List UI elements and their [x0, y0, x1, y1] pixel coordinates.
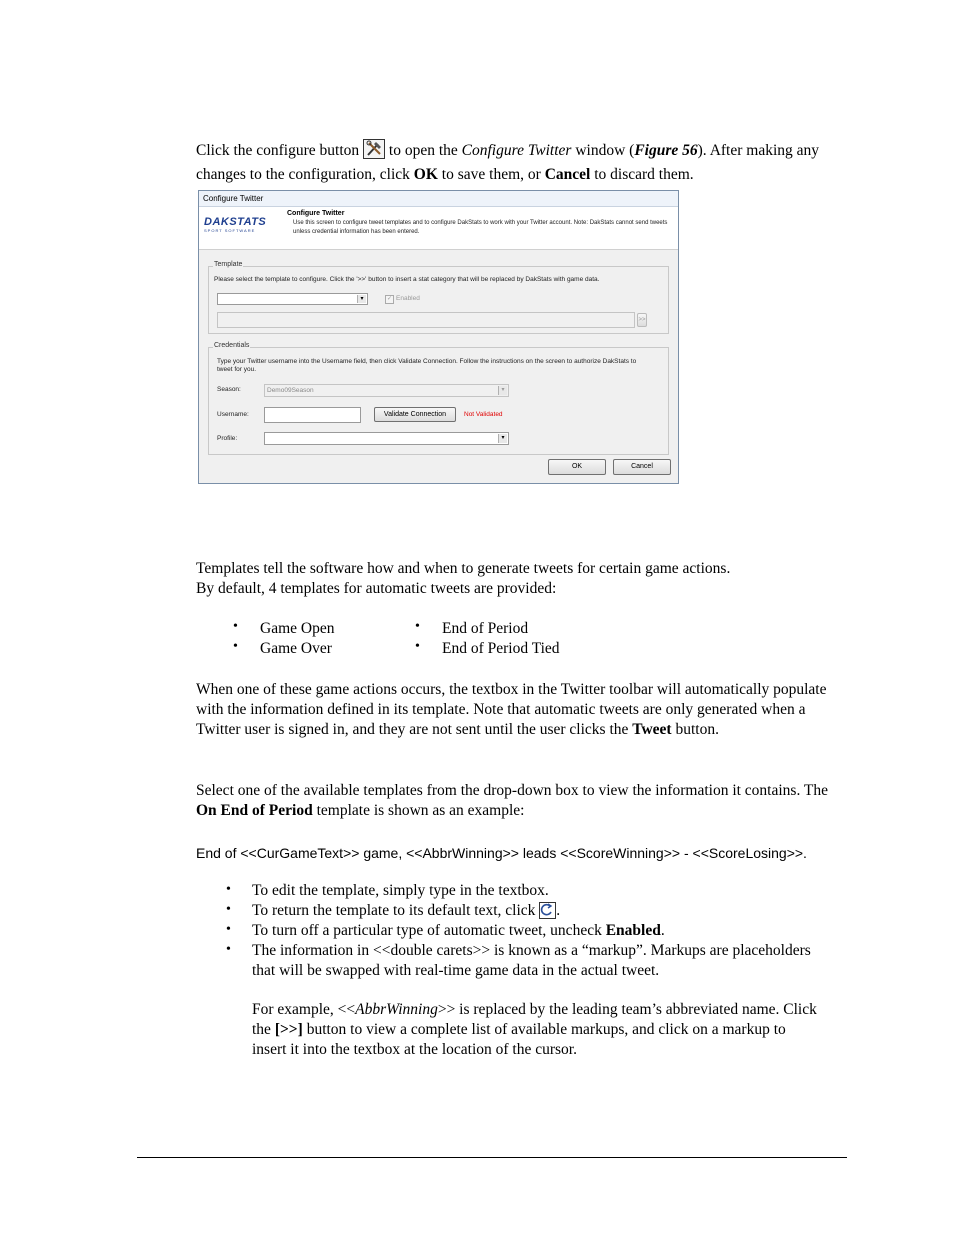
validate-connection-button[interactable]: Validate Connection: [374, 407, 456, 422]
enabled-checkbox[interactable]: ✓: [386, 296, 393, 302]
validation-status: Not Validated: [464, 411, 503, 418]
list-item: End of Period Tied: [442, 640, 560, 657]
intro-text: Click the configure button: [196, 142, 360, 159]
intro-paragraph: Click the configure button to open the Configure Twitter window (Figure 56). After making any changes to the configuration, click OK to save them, or Cancel to discard them.: [196, 139, 846, 185]
configure-tools-icon: [363, 139, 385, 165]
chevron-down-icon: ▾: [357, 295, 366, 303]
list-item: To return the template to its default text, click .: [252, 901, 847, 925]
enabled-label: Enabled: [396, 295, 420, 302]
profile-dropdown[interactable]: [264, 432, 509, 445]
bullet: •: [233, 619, 238, 634]
figure-ref: Figure 56: [634, 142, 698, 159]
bullet: •: [226, 942, 231, 957]
insert-markup-button[interactable]: >>: [637, 313, 647, 327]
list-item: Game Over: [260, 640, 332, 657]
list-item: To edit the template, simply type in the textbox.: [252, 882, 549, 899]
bullet: •: [415, 639, 420, 654]
profile-label: Profile:: [217, 435, 238, 442]
select-template-paragraph: Select one of the available templates from the drop-down box to view the information it contains. The On End of Period template is shown as an example:: [196, 782, 829, 819]
chevron-down-icon: ▾: [498, 434, 507, 443]
bullet: •: [233, 639, 238, 654]
ok-button[interactable]: OK: [548, 459, 606, 475]
configure-twitter-dialog: [198, 190, 679, 484]
dialog-header: [199, 207, 678, 250]
season-label: Season:: [217, 386, 241, 393]
list-item: To turn off a particular type of automatic tweet, uncheck Enabled.: [252, 922, 665, 939]
credentials-group: Credentials Type your Twitter username into the Username field, then click Validate Connection. Follow the instructions on the screen to authorize DakStats to tweet for you. Season: Demo09Season ▾ Username: Validate Connection Not Validated Profile: ▾: [208, 347, 669, 455]
dialog-description: Use this screen to configure tweet templates and to configure DakStats to work with your Twitter account. Note: DakStats cannot send tweets unless credential information has been entered.: [293, 220, 668, 235]
dakstats-logo: DAKSTATS SPORT SOFTWARE: [204, 216, 267, 233]
template-instructions: Please select the template to configure. Click the '>>' button to insert a stat category that will be replaced by DakStats with game data.: [214, 276, 600, 283]
template-group: Template Please select the template to configure. Click the '>>' button to insert a stat category that will be replaced by DakStats with game data. ▾ ✓ Enabled >>: [208, 266, 669, 334]
templates-paragraph: Templates tell the software how and when to generate tweets for certain game actions. By default, 4 templates for automatic tweets are provided:: [196, 560, 731, 597]
season-dropdown[interactable]: Demo09Season ▾: [264, 384, 509, 397]
dialog-heading: Configure Twitter: [287, 210, 345, 217]
template-dropdown[interactable]: [217, 293, 368, 305]
bullet: •: [226, 882, 231, 897]
bullet: •: [226, 922, 231, 937]
list-item: End of Period: [442, 620, 529, 637]
automatic-tweets-paragraph: When one of these game actions occurs, the textbox in the Twitter toolbar will automatically populate with the information defined in its template. Note that automatic tweets are only generated when a Twitter user is signed in, and they are not sent until the user clicks the Tweet button.: [196, 681, 827, 738]
cancel-button[interactable]: Cancel: [613, 459, 671, 475]
footer-divider: [137, 1157, 847, 1158]
chevron-down-icon: ▾: [498, 386, 507, 395]
dialog-title-bar: Configure Twitter: [199, 191, 678, 207]
username-input[interactable]: [264, 407, 361, 423]
template-textbox[interactable]: [217, 312, 635, 328]
username-label: Username:: [217, 411, 249, 418]
credentials-instructions: Type your Twitter username into the Username field, then click Validate Connection. Follow the instructions on the screen to authorize DakStats to tweet for you.: [217, 358, 637, 373]
window-name: Configure Twitter: [461, 142, 572, 159]
markup-example-paragraph: For example, <<AbbrWinning>> is replaced by the leading team’s abbreviated name. Click the [>>] button to view a complete list of available markups, and click on a markup to insert it into the textbox at the location of the cursor.: [252, 1001, 817, 1058]
list-item: The information in <<double carets>> is known as a “markup”. Markups are placeholders that will be swapped with real-time game data in the actual tweet.: [252, 942, 811, 979]
bullet: •: [415, 619, 420, 634]
bullet: •: [226, 902, 231, 917]
list-item: Game Open: [260, 620, 335, 637]
example-template: End of <<CurGameText>> game, <<AbbrWinning>> leads <<ScoreWinning>> - <<ScoreLosing>>.: [196, 845, 807, 861]
